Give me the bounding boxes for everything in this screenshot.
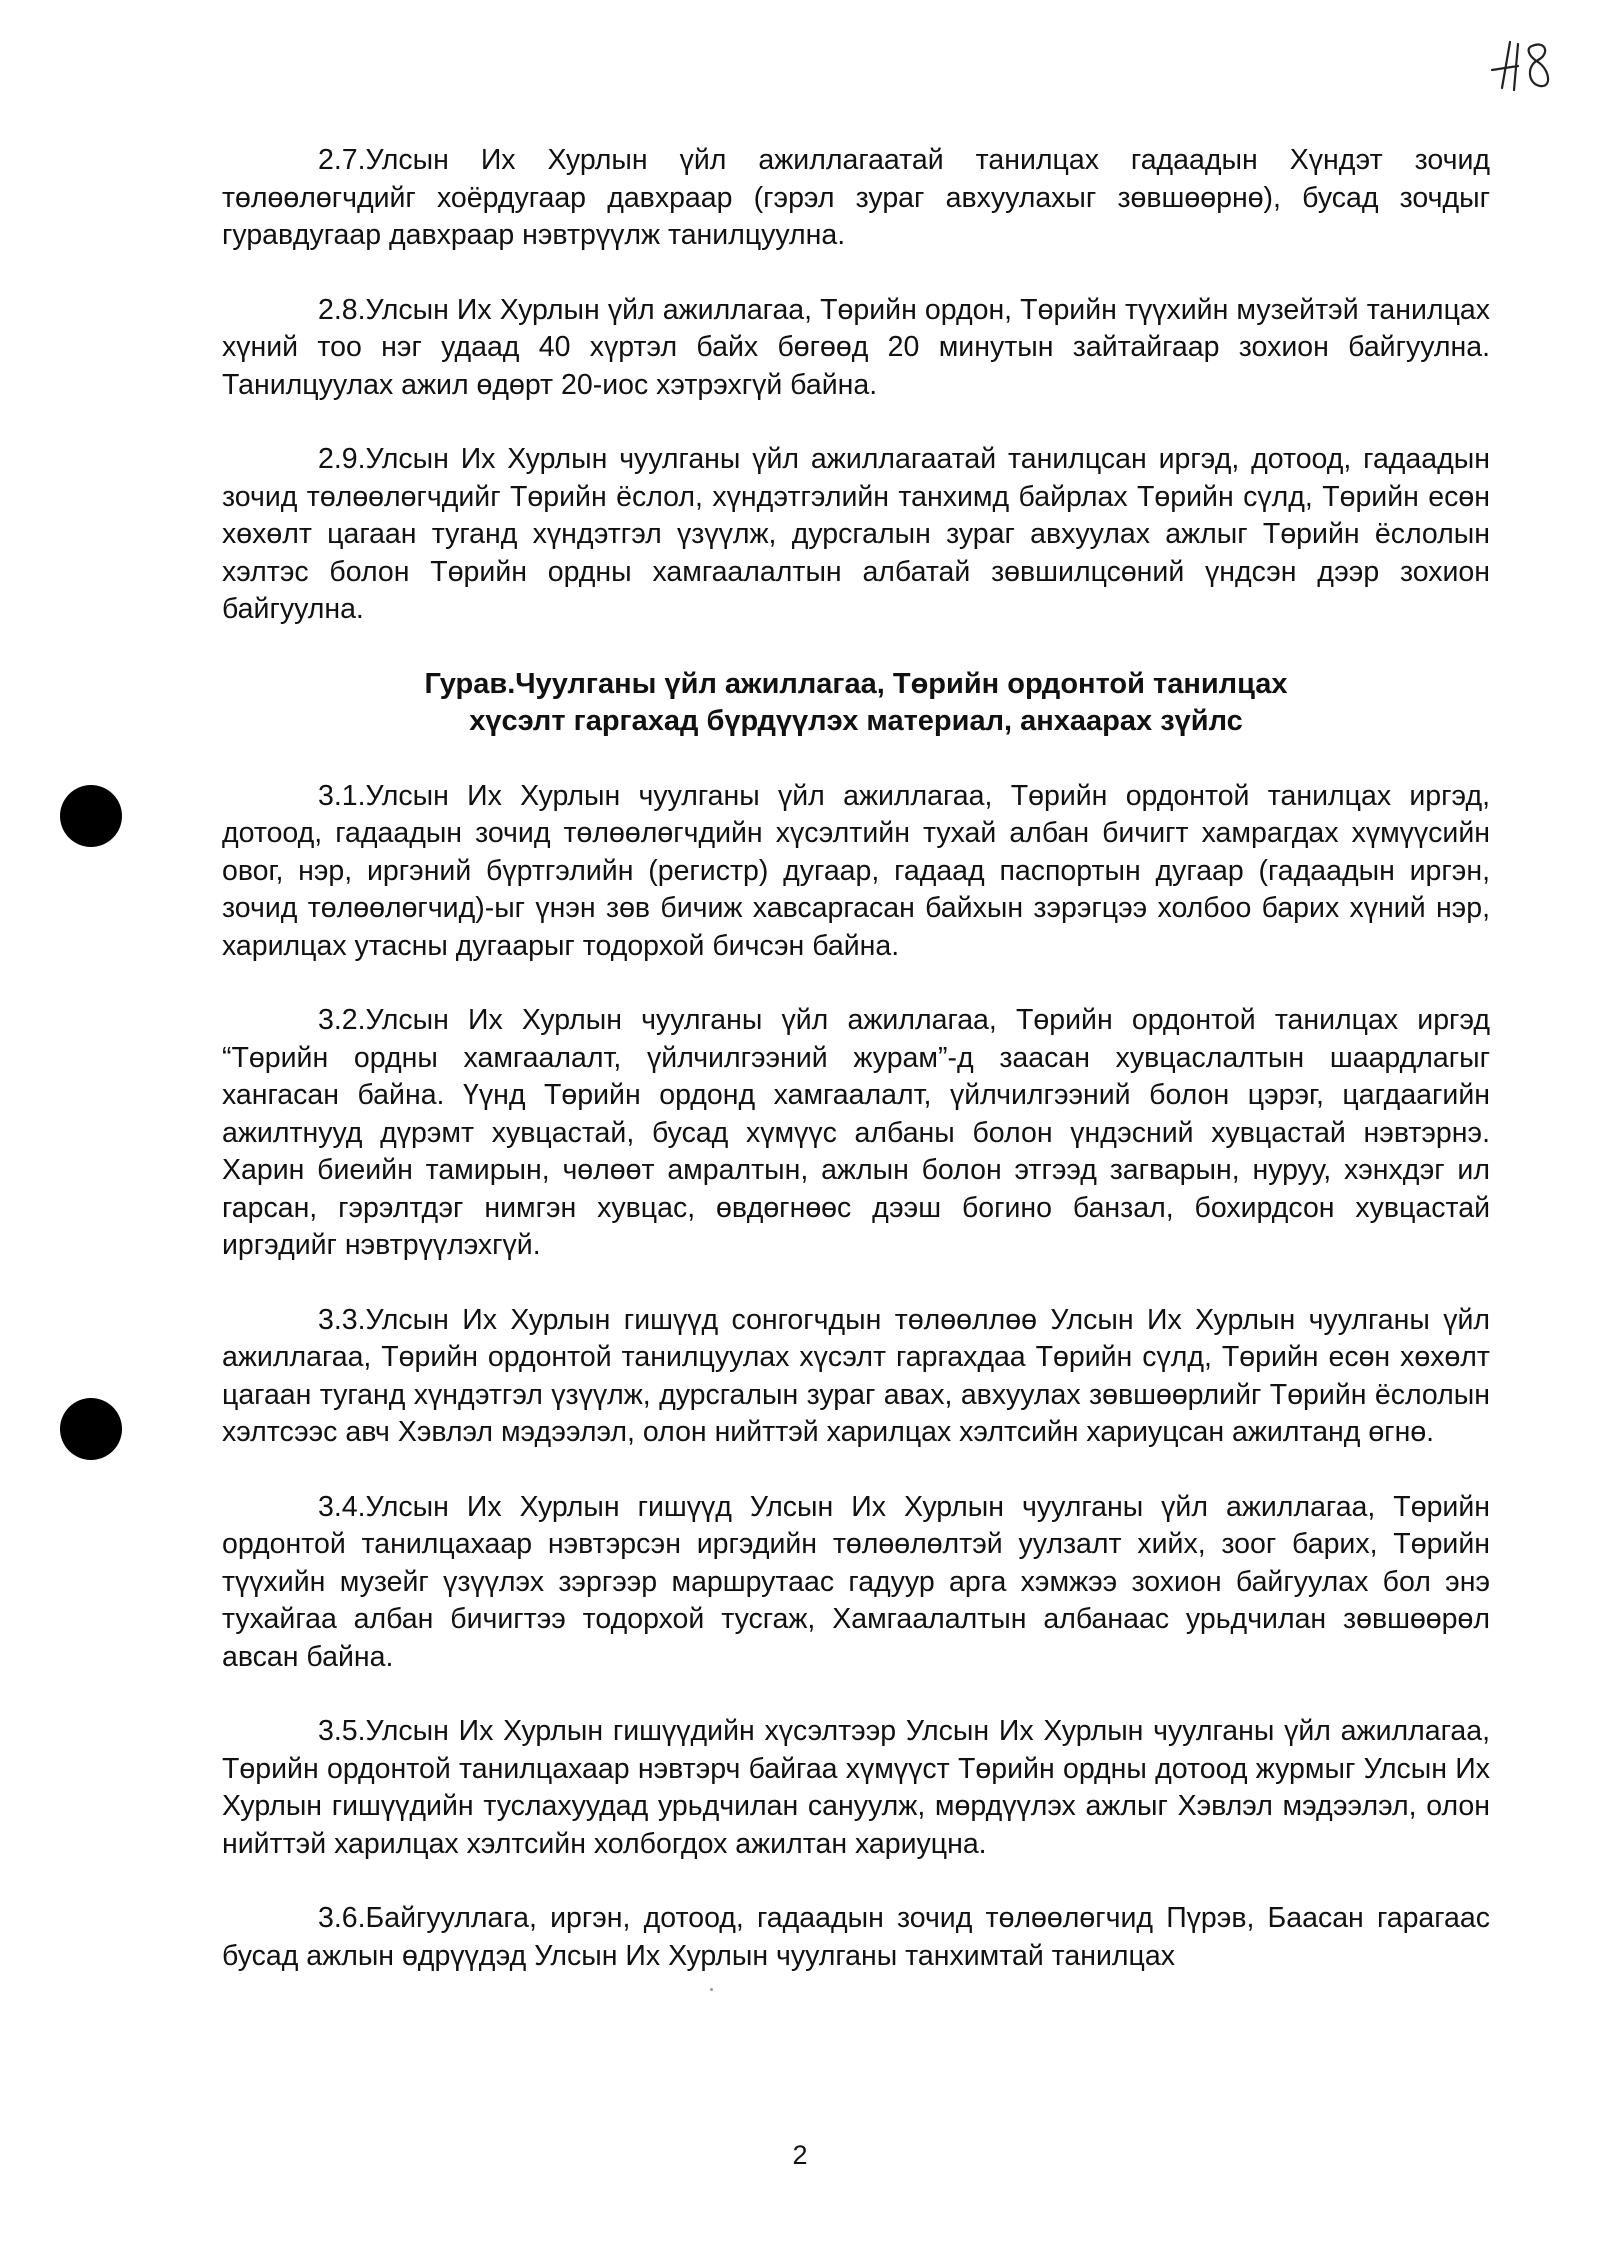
paragraph-3-2: 3.2.Улсын Их Хурлын чуулганы үйл ажиллагаа, Төрийн ордонтой танилцах иргэд “Төрийн ордны хамгаалалт, үйлчилгээний журам”-д заасан хувцаслалтын шаардлагыг хангасан байна. Үүнд Төрийн ордонд хамгаалалт, үйлчилгээний болон цэрэг, цагдаагийн ажилтнууд дүрэмт хувцастай, бусад хүмүүс албаны болон үндэсний хувцастай нэвтэрнэ. Харин биеийн тамирын, чөлөөт амралтын, ажлын болон этгээд загварын, нуруу, хэнхдэг ил гарсан, гэрэлтдэг нимгэн хувцас, өвдөгнөөс дээш богино банзал, бохирдсон хувцастай иргэдийг нэвтрүүлэхгүй. (222, 1004, 1490, 1261)
section-heading-line-2: хүсэлт гаргахад бүрдүүлэх материал, анхаарах зүйлс (469, 705, 1243, 737)
paragraph-2-8: 2.8.Улсын Их Хурлын үйл ажиллагаа, Төрийн ордон, Төрийн түүхийн музейтэй танилцах хүний тоо нэг удаад 40 хүртэл байх бөгөөд 20 минутын зайтайгаар зохион байгуулна. Танилцуулах ажил өдөрт 20-иос хэтрэхгүй байна. (222, 293, 1490, 401)
document-body (222, 142, 1490, 2012)
handwritten-page-number-mark (1488, 36, 1558, 96)
stray-dot (710, 1988, 713, 1991)
section-heading-line-1: Гурав.Чуулганы үйл ажиллагаа, Төрийн ордонтой танилцах (424, 667, 1288, 700)
paragraph-2-9: 2.9.Улсын Их Хурлын чуулганы үйл ажиллагаатай танилцсан иргэд, дотоод, гадаадын зочид төлөөлөгчдийг Төрийн ёслол, хүндэтгэлийн танхимд байрлах Төрийн сүлд, Төрийн есөн хөхөлт цагаан туганд хүндэтгэл үзүүлж, дурсгалын зураг авхуулах ажлыг Төрийн ёслолын хэлтэс болон Төрийн ордны хамгаалалтын албатай зөвшилцсөний үндсэн дээр зохион байгуулна. (222, 443, 1490, 625)
paragraph-3-1: 3.1.Улсын Их Хурлын чуулганы үйл ажиллагаа, Төрийн ордонтой танилцах иргэд, дотоод, гадаадын зочид төлөөлөгчдийн хүсэлтийн тухай албан бичигт хамрагдах хүмүүсийн овог, нэр, иргэний бүртгэлийн (регистр) дугаар, гадаад паспортын дугаар (гадаадын иргэн, зочид төлөөлөгчид)-ыг үнэн зөв бичиж хавсаргасан байхын зэрэгцээ холбоо барих хүний нэр, харилцах утасны дугаарыг тодорхой бичсэн байна. (222, 779, 1490, 962)
paragraph-3-4: 3.4.Улсын Их Хурлын гишүүд Улсын Их Хурлын чуулганы үйл ажиллагаа, Төрийн ордонтой танилцахаар нэвтэрсэн иргэдийн төлөөлөлтэй уулзалт хийх, зоог барих, Төрийн түүхийн музейг үзүүлэх зэргээр маршрутаас гадуур арга хэмжээ зохион байгуулах бол энэ тухайгаа албан бичигтээ тодорхой тусгаж, Хамгаалалтын албанаас урьдчилан зөвшөөрөл авсан байна. (222, 1490, 1490, 1673)
punch-hole-top (60, 785, 122, 847)
paragraph-3-5: 3.5.Улсын Их Хурлын гишүүдийн хүсэлтээр Улсын Их Хурлын чуулганы үйл ажиллагаа, Төрийн ордонтой танилцахаар нэвтэрч байгаа хүмүүст Төрийн ордны дотоод журмыг Улсын Их Хурлын гишүүдийн туслахуудад урьдчилан сануулж, мөрдүүлэх ажлыг Хэвлэл мэдээлэл, олон нийттэй харилцах хэлтсийн холбогдох ажилтан хариуцна. (222, 1715, 1490, 1860)
paragraph-2-7: 2.7.Улсын Их Хурлын үйл ажиллагаатай танилцах гадаадын Хүндэт зочид төлөөлөгчдийг хоёрдугаар давхраар (гэрэл зураг авхуулахыг зөвшөөрнө), бусад зочдыг гуравдугаар давхраар нэвтрүүлж танилцуулна. (222, 144, 1490, 251)
page-number: 2 (792, 2140, 808, 2170)
paragraph-3-6: 3.6.Байгууллага, иргэн, дотоод, гадаадын зочид төлөөлөгчид Пүрэв, Баасан гарагаас бусад ажлын өдрүүдэд Улсын Их Хурлын чуулганы танхимтай танилцах (222, 1902, 1490, 1972)
paragraph-3-3: 3.3.Улсын Их Хурлын гишүүд сонгогчдын төлөөллөө Улсын Их Хурлын чуулганы үйл ажиллагаа, Төрийн ордонтой танилцуулах хүсэлт гаргахдаа Төрийн сүлд, Төрийн есөн хөхөлт цагаан туганд хүндэтгэл үзүүлж, дурсгалын зураг авах, авхуулах зөвшөөрлийг Төрийн ёслолын хэлтсээс авч Хэвлэл мэдээлэл, олон нийттэй харилцах хэлтсийн хариуцсан ажилтанд өгнө. (222, 1303, 1490, 1448)
section-heading-three (222, 666, 1490, 741)
punch-hole-bottom (60, 1398, 122, 1460)
